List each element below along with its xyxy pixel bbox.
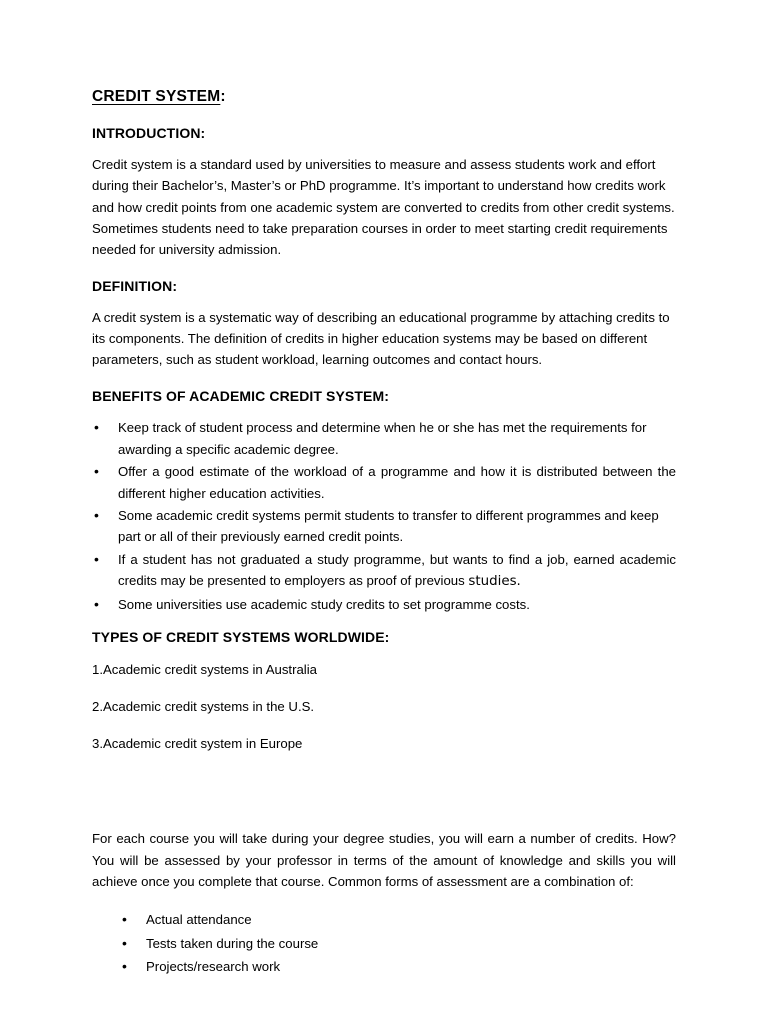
paragraph-assessment: For each course you will take during your degree studies, you will earn a number of credits. How? You will be assessed by your professor in terms of the amount of knowledge and skills you will achieve once you complete that course. Common forms of assessment are a combination of: [92,831,676,890]
benefits-bullet-list [92,417,676,615]
assessment-bullet-list [92,909,676,977]
list-item: • Keep track of student process and determine when he or she has met the requirements for awarding a specific academic degree. [92,417,676,460]
paragraph-introduction: Credit system is a standard used by universities to measure and assess students work and effort during their Bachelor’s, Master’s or PhD programme. It’s important to understand how credits work and how credit points from one academic system are converted to credits from other credit systems. Sometimes students need to take preparation courses in order to meet starting credit requirements needed for university admission. [92,156,675,258]
heading-types: TYPES OF CREDIT SYSTEMS WORLDWIDE: [92,629,390,646]
list-item: • Actual attendance [120,909,676,930]
heading-introduction: INTRODUCTION: [92,125,206,142]
heading-definition: DEFINITION: [92,277,178,294]
document-title [92,88,676,105]
list-item: • Some academic credit systems permit students to transfer to different programmes and keep part or all of their previously earned credit points. [92,505,676,548]
list-item: • Offer a good estimate of the workload of a programme and how it is distributed between the different higher education activities. [92,461,676,504]
numbered-item-3: 3.Academic credit system in Europe [92,736,303,752]
list-item-with-emphasis [92,549,676,593]
document-title-underlined-text: CREDIT SYSTEM [92,88,221,105]
list-item: • Some universities use academic study credits to set programme costs. [92,594,676,615]
numbered-item-2: 2.Academic credit systems in the U.S. [92,699,315,715]
list-item: • Tests taken during the course [120,933,676,954]
emphasized-word: studies. [468,574,521,590]
numbered-item-1: 1.Academic credit systems in Australia [92,661,318,677]
section-spacer [92,770,676,828]
list-item: • Projects/research work [120,956,676,977]
document-title-colon: : [220,88,226,105]
heading-benefits: BENEFITS OF ACADEMIC CREDIT SYSTEM: [92,387,389,404]
list-item-text: If a student has not graduated a study programme, but wants to find a job, earned academic credits may be presented to employers as proof of previous [118,551,676,589]
paragraph-definition: A credit system is a systematic way of describing an educational programme by attaching credits to its components. The definition of credits in higher education systems may be based on different parameters, such as student workload, learning outcomes and contact hours. [92,309,670,368]
